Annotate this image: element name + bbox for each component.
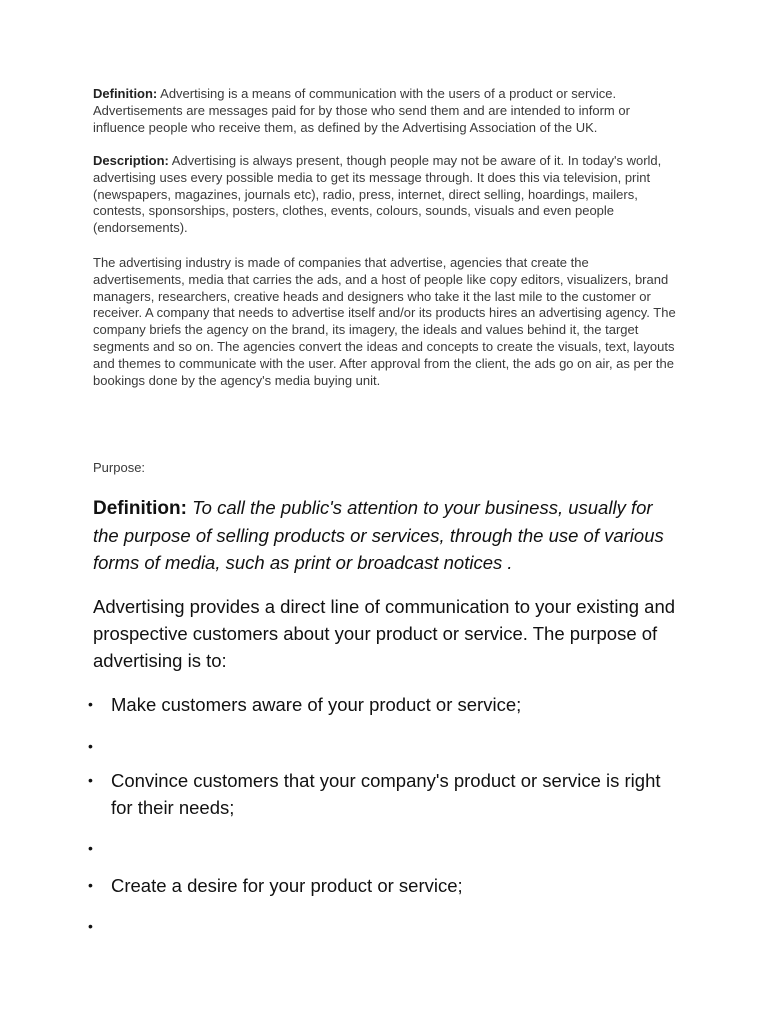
definition-paragraph: [93, 86, 678, 136]
description-text: Advertising is always present, though people may not be aware of it. In today's world, advertising uses every possible media to get its message through. It does this via television, print (newspapers, magazines, journals etc), radio, press, internet, direct selling, hoardings, mailers, contests, sponsorships, posters, clothes, events, colours, sounds, visuals and even people (endorsements).: [93, 153, 662, 236]
industry-paragraph: The advertising industry is made of companies that advertise, agencies that create the advertisements, media that carries the ads, and a host of people like copy editors, visualizers, brand managers, researchers, creative heads and designers who take it the last mile to the customer or receiver. A company that needs to advertise itself and/or its products hires an advertising agency. The company briefs the agency on the brand, its imagery, the ideals and values behind it, the target segments and so on. The agencies convert the ideas and concepts to create the visuals, text, layouts and themes to communicate with the user. After approval from the client, the ads go on air, as per the bookings done by the agency's media buying unit.: [93, 255, 676, 388]
bullet-dot: •: [88, 772, 93, 788]
purpose-definition-term: Definition:: [93, 498, 187, 519]
bullet-text: Make customers aware of your product or service;: [111, 694, 522, 715]
description-paragraph: [93, 153, 678, 237]
bullet-dot: •: [88, 918, 93, 934]
definition-text: Advertising is a means of communication with the users of a product or service. Advertisements are messages paid for by those who send them and are intended to inform or influence people who receive them, as defined by the Advertising Association of the UK.: [93, 86, 630, 135]
purpose-label: Purpose:: [93, 460, 146, 475]
purpose-definition-text: To call the public's attention to your business, usually for the purpose of selling products or services, through the use of various forms of media, such as print or broadcast notices .: [93, 497, 664, 573]
bullet-text: Convince customers that your company's product or service is right for their needs;: [111, 770, 661, 818]
definition-label: Definition:: [93, 86, 158, 101]
bullet-dot: •: [88, 696, 93, 712]
bullet-dot: •: [88, 738, 93, 754]
purpose-intro-paragraph: Advertising provides a direct line of communication to your existing and prospective customers about your product or service. The purpose of advertising is to:: [93, 596, 676, 671]
purpose-definition-paragraph: [93, 494, 683, 576]
bullet-dot: •: [88, 877, 93, 893]
description-label: Description:: [93, 153, 169, 168]
bullet-text: Create a desire for your product or service;: [111, 875, 463, 896]
bullet-dot: •: [88, 840, 93, 856]
